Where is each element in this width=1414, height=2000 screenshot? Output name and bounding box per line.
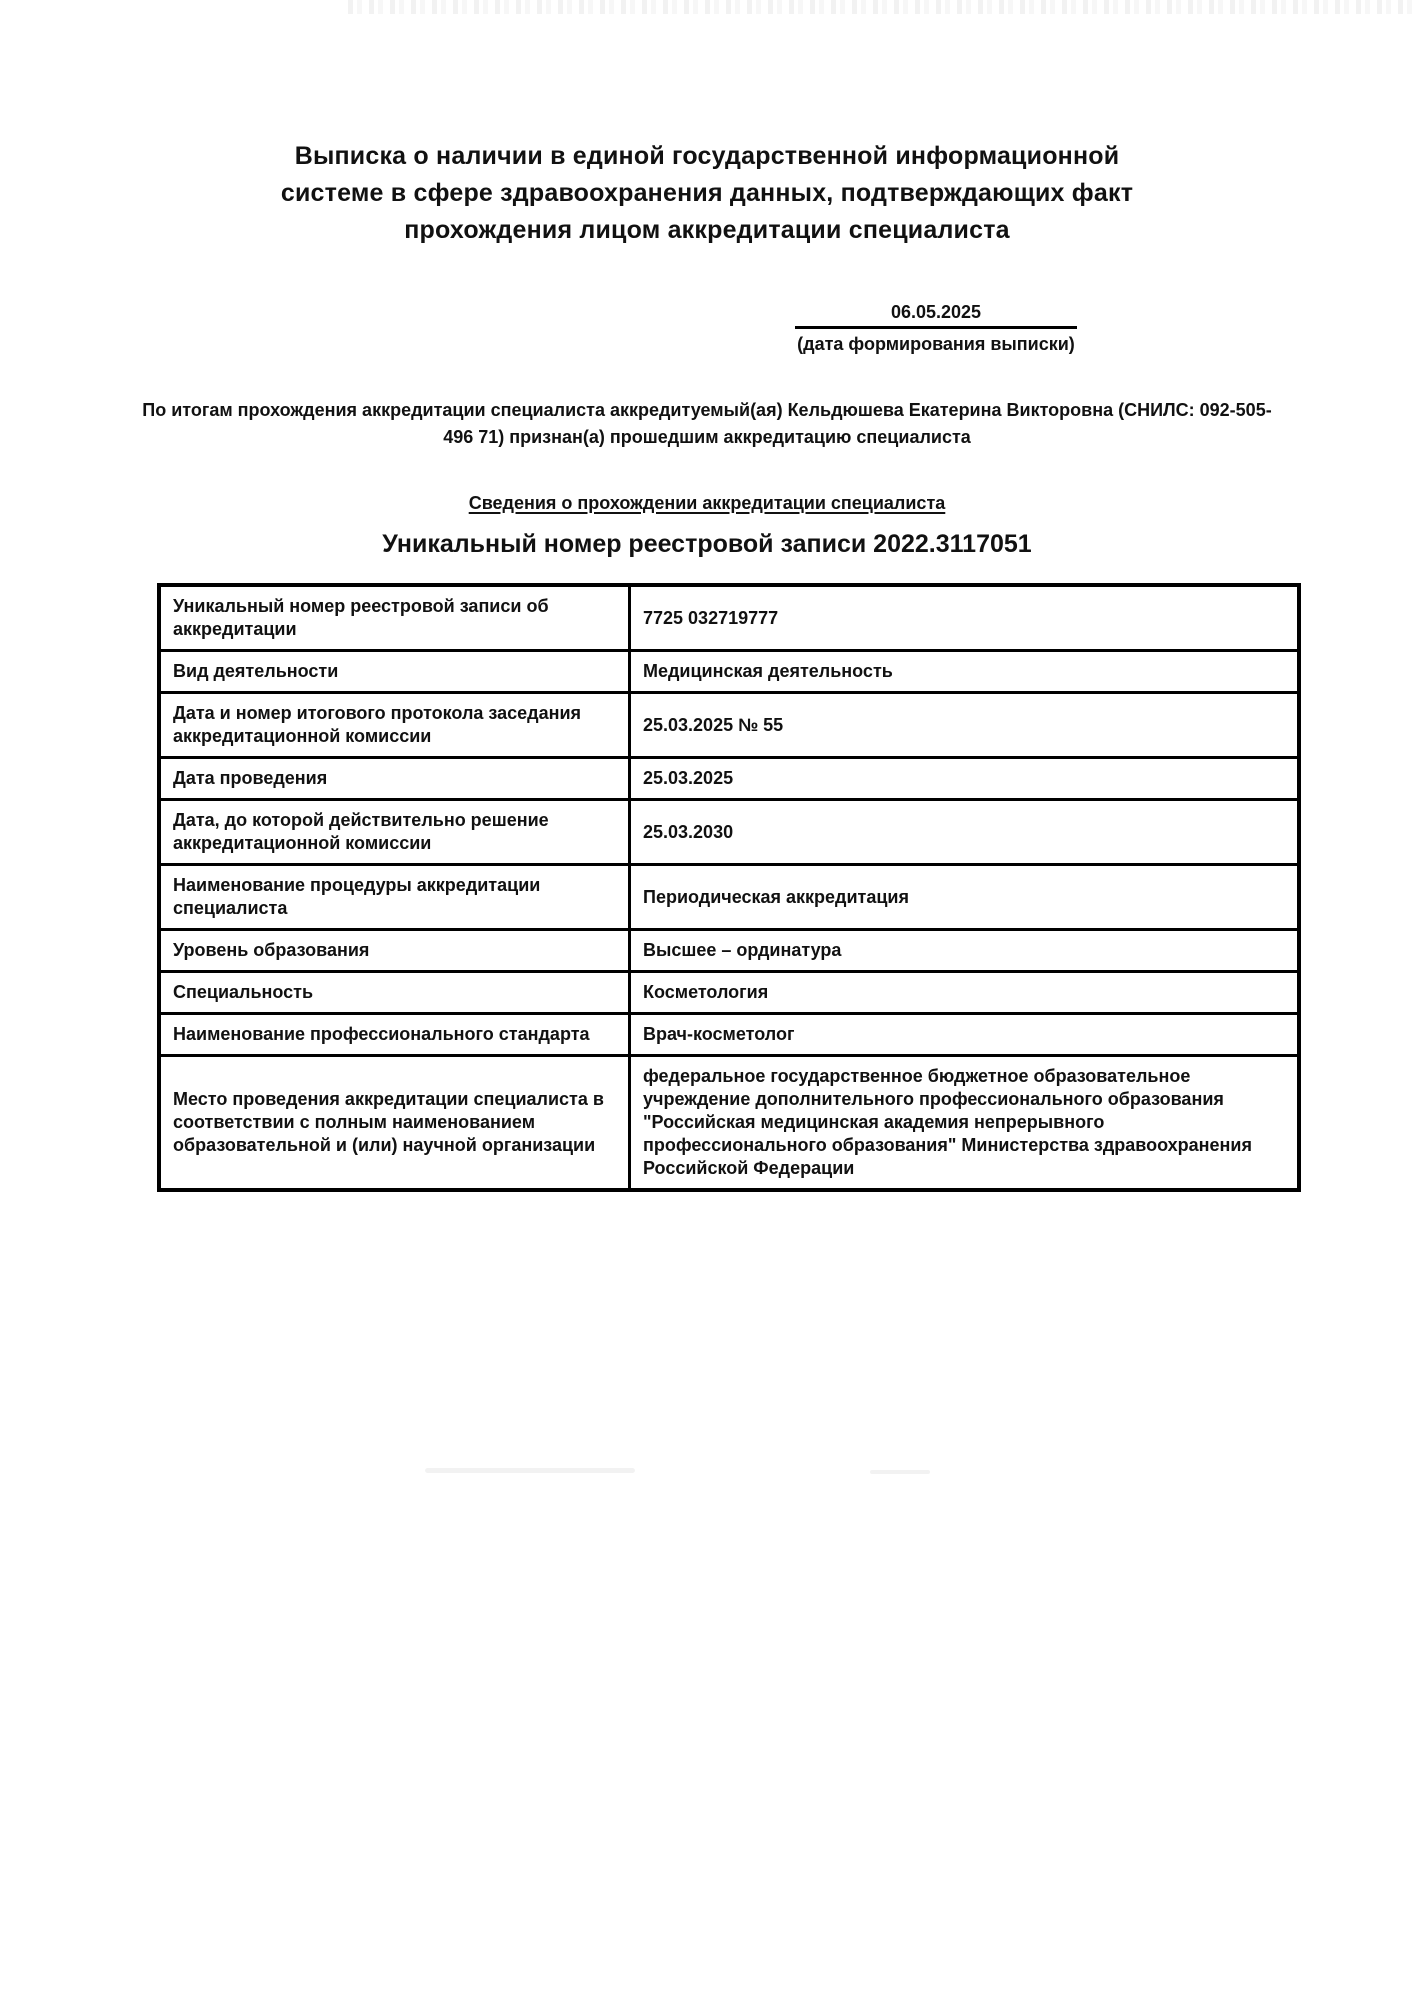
table-row: [159, 800, 1299, 865]
date-caption: (дата формирования выписки): [797, 334, 1075, 354]
scan-smudge: [425, 1468, 635, 1473]
scan-smudge: [870, 1470, 930, 1474]
row-value: Медицинская деятельность: [630, 651, 1300, 693]
row-label: Уровень образования: [159, 930, 630, 972]
row-value: 25.03.2025: [630, 758, 1300, 800]
row-value: Косметология: [630, 972, 1300, 1014]
date-block: [795, 301, 1077, 355]
section-heading: Сведения о прохождении аккредитации специалиста: [468, 493, 946, 513]
row-value: Врач-косметолог: [630, 1014, 1300, 1056]
table-row: [159, 865, 1299, 930]
extract-date: 06.05.2025: [795, 301, 1077, 329]
row-label: Дата, до которой действительно решение аккредитационной комиссии: [159, 800, 630, 865]
table-row: [159, 1056, 1299, 1191]
row-value: 25.03.2025 № 55: [630, 693, 1300, 758]
table-row: [159, 758, 1299, 800]
row-value: Высшее – ординатура: [630, 930, 1300, 972]
row-value: 25.03.2030: [630, 800, 1300, 865]
table-row: [159, 930, 1299, 972]
title-line-3: прохождения лицом аккредитации специалиста: [404, 216, 1010, 244]
title-line-2: системе в сфере здравоохранения данных, подтверждающих факт: [280, 179, 1134, 207]
intro-paragraph: По итогам прохождения аккредитации специалиста аккредитуемый(ая) Кельдюшева Екатерина Викторовна (СНИЛС: 092-505-496 71) признан(а) прошедшим аккредитацию специалиста: [142, 400, 1272, 447]
accreditation-table: [157, 583, 1301, 1192]
row-label: Наименование процедуры аккредитации специалиста: [159, 865, 630, 930]
table-row: [159, 1014, 1299, 1056]
row-label: Наименование профессионального стандарта: [159, 1014, 630, 1056]
table-row: [159, 693, 1299, 758]
title-line-1: Выписка о наличии в единой государственной информационной: [294, 142, 1120, 170]
table-row: [159, 972, 1299, 1014]
row-label: Уникальный номер реестровой записи об аккредитации: [159, 585, 630, 651]
table-row: [159, 651, 1299, 693]
row-label: Дата проведения: [159, 758, 630, 800]
row-value: Периодическая аккредитация: [630, 865, 1300, 930]
row-label: Дата и номер итогового протокола заседания аккредитационной комиссии: [159, 693, 630, 758]
scan-noise-band: [348, 0, 1414, 14]
row-label: Специальность: [159, 972, 630, 1014]
accreditation-table-body: [159, 585, 1299, 1190]
document-title: [257, 138, 1157, 249]
row-label: Место проведения аккредитации специалиста в соответствии с полным наименованием образовательной и (или) научной организации: [159, 1056, 630, 1191]
table-row: [159, 585, 1299, 651]
row-value: 7725 032719777: [630, 585, 1300, 651]
record-heading: Уникальный номер реестровой записи 2022.3117051: [382, 530, 1032, 558]
row-value: федеральное государственное бюджетное образовательное учреждение дополнительного профессионального образования "Российская медицинская академия непрерывного профессионального образования" Министерства здравоохранения Российской Федерации: [630, 1056, 1300, 1191]
row-label: Вид деятельности: [159, 651, 630, 693]
